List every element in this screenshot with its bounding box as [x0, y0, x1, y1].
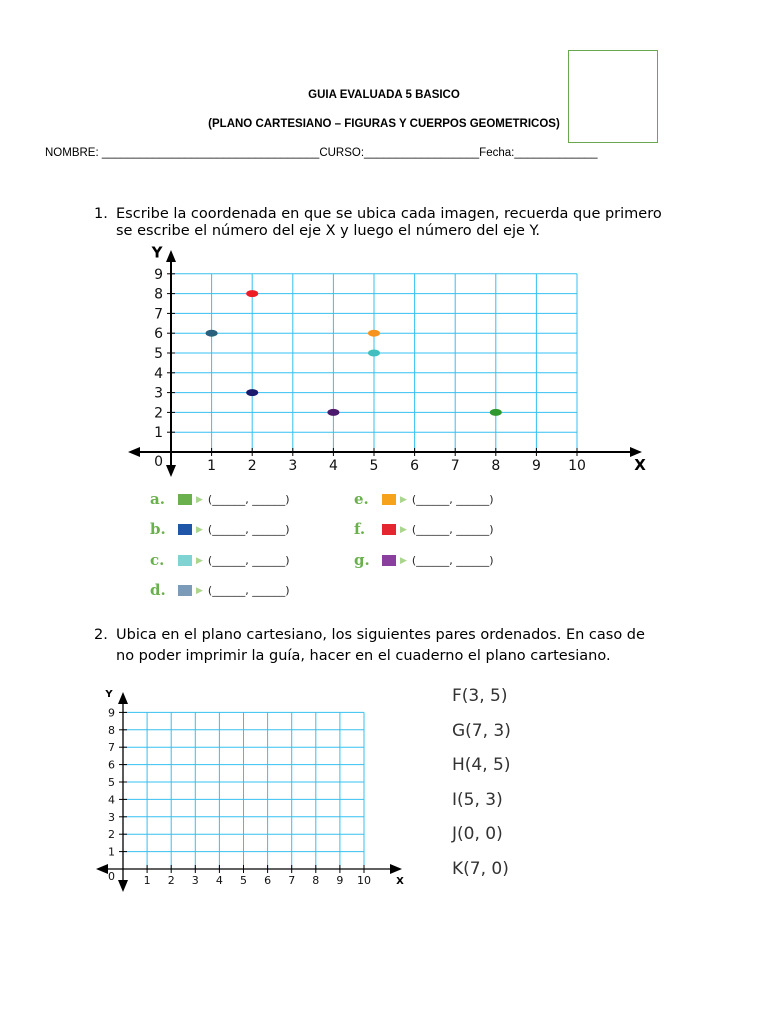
x-tick-label: 10: [568, 458, 586, 474]
x-axis-label: X: [396, 876, 404, 887]
arrow-icon: ▶: [196, 524, 203, 535]
y-tick-label: 9: [154, 266, 163, 283]
y-axis-label: Y: [105, 689, 113, 700]
y-tick-label: 7: [108, 741, 115, 755]
x-tick-label: 4: [328, 458, 338, 474]
y-tick-label: 1: [108, 845, 115, 859]
x-tick-label: 6: [410, 458, 420, 474]
y-tick-label: 9: [108, 706, 115, 720]
question-2-line1: Ubica en el plano cartesiano, los siguientes pares ordenados. En caso de: [116, 627, 645, 643]
x-tick-label: 3: [191, 874, 199, 887]
answer-letter: e.: [354, 490, 369, 508]
answer-letter: f.: [354, 520, 366, 538]
answer-letter: g.: [354, 551, 370, 569]
page-title: GUIA EVALUADA 5 BASICO: [308, 89, 460, 101]
arrow-icon: ▶: [400, 524, 407, 535]
x-tick-label: 1: [143, 874, 151, 887]
y-axis-label: Y: [151, 243, 163, 262]
arrow-icon: ▶: [400, 555, 407, 566]
page-subtitle: (PLANO CARTESIANO – FIGURAS Y CUERPOS GEOMETRICOS): [208, 118, 560, 130]
coordinate-blank: (______, ______): [411, 554, 494, 567]
y-tick-label: 5: [154, 346, 163, 363]
y-tick-label: 5: [108, 775, 115, 789]
x-axis-label: X: [634, 456, 646, 474]
x-tick-label: 2: [167, 874, 175, 887]
y-axis-arrow-down: [118, 880, 128, 892]
arrow-icon: ▶: [196, 494, 203, 505]
x-tick-label: 4: [215, 874, 223, 887]
origin-label: 0: [154, 454, 163, 470]
x-tick-label: 6: [264, 874, 272, 887]
x-tick-label: 5: [369, 458, 379, 474]
y-tick-label: 2: [108, 828, 115, 842]
coordinate-blank: (______, ______): [411, 493, 494, 506]
y-tick-label: 7: [154, 306, 163, 323]
x-tick-label: 8: [491, 458, 501, 474]
question-1-line2: se escribe el número del eje X y luego el número del eje Y.: [116, 223, 541, 239]
answer-letter: d.: [150, 581, 166, 599]
x-tick-label: 2: [247, 458, 257, 474]
question-1-number: 1.: [94, 206, 108, 222]
y-tick-label: 1: [154, 425, 163, 442]
answer-letter: a.: [150, 490, 165, 508]
x-tick-label: 8: [312, 874, 320, 887]
y-tick-label: 2: [154, 405, 163, 422]
ordered-pairs-list: [452, 686, 511, 893]
y-tick-label: 6: [154, 326, 163, 343]
coordinate-blank: (______, ______): [207, 523, 290, 536]
x-tick-label: 7: [288, 874, 296, 887]
coordinate-blank: (______, ______): [207, 584, 290, 597]
student-info-line: NOMBRE: __________________________________CURSO:__________________Fecha:_____________: [45, 147, 598, 159]
answer-letter: c.: [150, 551, 165, 569]
y-tick-label: 4: [154, 365, 163, 382]
ordered-pair-h: H(4, 5): [452, 755, 511, 775]
y-tick-label: 8: [154, 286, 163, 303]
x-tick-label: 1: [207, 458, 217, 474]
answer-letter: b.: [150, 520, 166, 538]
coordinate-blank: (______, ______): [207, 493, 290, 506]
arrow-icon: ▶: [400, 494, 407, 505]
question-1-line1: Escribe la coordenada en que se ubica cada imagen, recuerda que primero: [116, 206, 662, 222]
ordered-pair-j: J(0, 0): [452, 824, 503, 844]
ordered-pair-i: I(5, 3): [452, 789, 503, 810]
origin-label: 0: [108, 870, 115, 883]
arrow-icon: ▶: [196, 585, 203, 596]
y-tick-label: 8: [108, 723, 115, 737]
y-tick-label: 6: [108, 758, 115, 772]
x-tick-label: 9: [531, 458, 541, 474]
x-tick-label: 3: [288, 458, 298, 474]
ordered-pair-g: G(7, 3): [452, 720, 511, 741]
y-tick-label: 4: [108, 793, 115, 807]
x-tick-label: 5: [240, 874, 247, 887]
y-tick-label: 3: [108, 810, 115, 824]
y-axis-arrow-up: [118, 692, 128, 704]
x-axis-arrow-left: [96, 864, 108, 874]
y-tick-label: 3: [154, 385, 163, 402]
question-2-line2: no poder imprimir la guía, hacer en el cuaderno el plano cartesiano.: [116, 648, 611, 664]
arrow-icon: ▶: [196, 555, 203, 566]
coordinate-blank: (______, ______): [207, 554, 290, 567]
x-axis-arrow-right: [390, 864, 402, 874]
ordered-pair-f: F(3, 5): [452, 686, 508, 706]
question-2-number: 2.: [94, 627, 108, 643]
ordered-pair-k: K(7, 0): [452, 858, 509, 879]
x-tick-label: 7: [450, 458, 460, 474]
x-tick-label: 9: [336, 874, 344, 887]
x-tick-label: 10: [357, 874, 371, 887]
coordinate-blank: (______, ______): [411, 523, 494, 536]
